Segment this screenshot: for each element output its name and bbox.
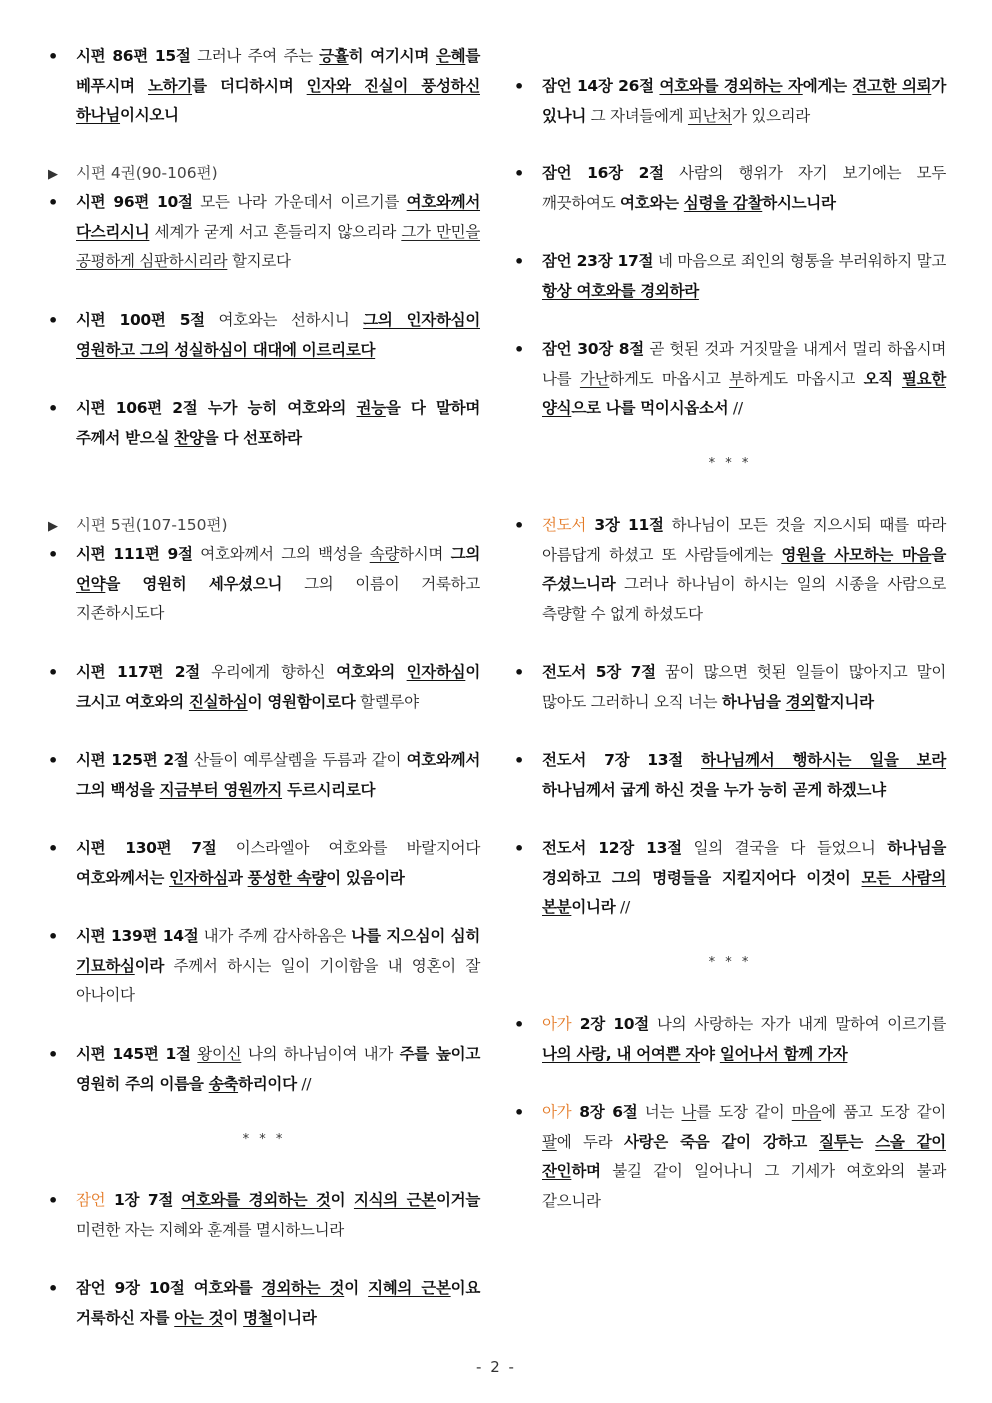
bullet: • [48, 839, 59, 858]
bullet: • [514, 77, 525, 96]
verse-text: 시편 111편 9절 여호와께서 그의 백성을 속량하시며 그의 언약을 영원히 세우셨으니 그의 이름이 거룩하고 지존하시도다 [76, 545, 480, 622]
section-header-psalms-book-4: ▶ 시편 4권(90-106편) [48, 159, 480, 190]
verse-psalm-100-5 [48, 306, 480, 365]
verse-proverbs-14-26 [514, 72, 946, 131]
book-name: 아가 [542, 1015, 572, 1033]
verse-song-of-songs-8-6 [514, 1098, 946, 1216]
bullet: • [48, 399, 59, 418]
section-divider: * * * [708, 456, 752, 471]
bullet: • [514, 751, 525, 770]
verse-text: 잠언 16장 2절 사람의 행위가 자기 보기에는 모두 깨끗하여도 여호와는 심령을 감찰하시느니라 [542, 164, 946, 212]
verse-ecclesiastes-5-7 [514, 658, 946, 717]
bullet: • [48, 663, 59, 682]
section-divider: * * * [708, 955, 752, 970]
verse-text: 시편 130편 7절 이스라엘아 여호와를 바랄지어다 여호와께서는 인자하심과 풍성한 속량이 있음이라 [76, 839, 480, 887]
section-header-psalms-book-5: ▶ 시편 5권(107-150편) [48, 511, 480, 542]
verse-proverbs-9-10 [48, 1274, 480, 1333]
section-divider: * * * [242, 1132, 286, 1147]
verse-ecclesiastes-12-13 [514, 834, 946, 923]
bullet: • [514, 252, 525, 271]
verse-text: 시편 117편 2절 우리에게 향하신 여호와의 인자하심이 크시고 여호와의 진실하심이 영원함이로다 할렐루야 [76, 663, 481, 711]
verse-text: 잠언 9장 10절 여호와를 경외하는 것이 지혜의 근본이요 거룩하신 자를 아는 것이 명철이니라 [76, 1279, 480, 1327]
verse-psalm-145-1 [48, 1040, 480, 1099]
verse-text: 시편 100편 5절 여호와는 선하시니 그의 인자하심이 영원하고 그의 성실하심이 대대에 이르리로다 [76, 311, 480, 359]
book-name: 전도서 [542, 516, 587, 534]
verse-psalm-96-10 [48, 188, 480, 277]
verse-psalm-125-2 [48, 746, 480, 805]
book-name: 잠언 [76, 1191, 106, 1209]
verse-proverbs-16-2 [514, 159, 946, 218]
verse-text: 시편 125편 2절 산들이 예루살렘을 두름과 같이 여호와께서 그의 백성을 지금부터 영원까지 두르시리로다 [76, 751, 480, 799]
bullet: • [514, 1103, 525, 1122]
bullet: • [48, 1045, 59, 1064]
triangle-right-icon: ▶ [48, 519, 58, 534]
verse-text: 전도서 5장 7절 꿈이 많으면 헛된 일들이 많아지고 말이 많아도 그러하니 오직 너는 하나님을 경외할지니라 [542, 663, 946, 711]
verse-psalm-117-2 [48, 658, 480, 717]
bullet: • [48, 545, 59, 564]
book-name: 아가 [542, 1103, 572, 1121]
verse-text: 잠언 23장 17절 네 마음으로 죄인의 형통을 부러워하지 말고 항상 여호와를 경외하라 [542, 252, 946, 300]
verse-text: 아가 2장 10절 나의 사랑하는 자가 내게 말하여 이르기를 나의 사랑, 내 어여쁜 자야 일어나서 함께 가자 [542, 1015, 946, 1063]
bullet: • [48, 193, 59, 212]
verse-psalm-139-14 [48, 922, 480, 1011]
bullet: • [48, 47, 59, 66]
verse-text: 잠언 1장 7절 여호와를 경외하는 것이 지식의 근본이거늘 미련한 자는 지혜와 훈계를 멸시하느니라 [76, 1191, 480, 1239]
bullet: • [514, 1015, 525, 1034]
verse-text: 잠언 30장 8절 곧 헛된 것과 거짓말을 내게서 멀리 하옵시며 나를 가난하게도 마옵시고 부하게도 마옵시고 오직 필요한 양식으로 나를 먹이시옵소서 // [542, 340, 947, 417]
bullet: • [514, 164, 525, 183]
verse-ecclesiastes-7-13 [514, 746, 946, 805]
verse-text: 시편 145편 1절 왕이신 나의 하나님이여 내가 주를 높이고 영원히 주의 이름을 송축하리이다 // [76, 1045, 480, 1093]
verse-proverbs-30-8 [514, 335, 946, 424]
verse-proverbs-1-7 [48, 1186, 480, 1245]
bullet: • [514, 340, 525, 359]
bullet: • [48, 1279, 59, 1298]
bullet: • [48, 1191, 59, 1210]
verse-psalm-130-7 [48, 834, 480, 893]
verse-text: 시편 96편 10절 모든 나라 가운데서 이르기를 여호와께서 다스리시니 세계가 굳게 서고 흔들리지 않으리라 그가 만민을 공평하게 심판하시리라 할지로다 [76, 193, 481, 270]
verse-text: 전도서 12장 13절 일의 결국을 다 들었으니 하나님을 경외하고 그의 명령들을 지킬지어다 이것이 모든 사람의 본분이니라 // [542, 839, 946, 916]
bullet: • [48, 311, 59, 330]
verse-song-of-songs-2-10 [514, 1010, 946, 1069]
bullet: • [514, 663, 525, 682]
bullet: • [48, 751, 59, 770]
verse-proverbs-23-17 [514, 247, 946, 306]
verse-text: 전도서 3장 11절 하나님이 모든 것을 지으시되 때를 따라 아름답게 하셨고 또 사람들에게는 영원을 사모하는 마음을 주셨느니라 그러나 하나님이 하시는 일의 시종을 사람으로 측량할 수 없게 하셨도다 [542, 516, 946, 623]
verse-text: 잠언 14장 26절 여호와를 경외하는 자에게는 견고한 의뢰가 있나니 그 자녀들에게 피난처가 있으리라 [542, 77, 946, 125]
verse-ecclesiastes-3-11 [514, 511, 946, 629]
verse-text: 시편 86편 15절 그러나 주여 주는 긍휼히 여기시며 은혜를 베푸시며 노하기를 더디하시며 인자와 진실이 풍성하신 하나님이시오니 [76, 47, 481, 124]
verse-text: 전도서 7장 13절 하나님께서 행하시는 일을 보라 하나님께서 굽게 하신 것을 누가 능히 곧게 하겠느냐 [542, 751, 946, 799]
verse-text: 아가 8장 6절 너는 나를 도장 같이 마음에 품고 도장 같이 팔에 두라 사랑은 죽음 같이 강하고 질투는 스올 같이 잔인하며 불길 같이 일어나니 그 기세가 여호와의 불과 같으니라 [542, 1103, 947, 1210]
verse-psalm-86-15 [48, 42, 480, 131]
bullet: • [514, 516, 525, 535]
triangle-right-icon: ▶ [48, 167, 58, 182]
verse-text: 시편 139편 14절 내가 주께 감사하옴은 나를 지으심이 심히 기묘하심이라 주께서 하시는 일이 기이함을 내 영혼이 잘 아나이다 [76, 927, 481, 1004]
bullet: • [514, 839, 525, 858]
verse-text: 시편 106편 2절 누가 능히 여호와의 권능을 다 말하며 주께서 받으실 찬양을 다 선포하라 [76, 399, 481, 447]
page-number: - 2 - [476, 1358, 516, 1376]
bullet: • [48, 927, 59, 946]
verse-psalm-106-2 [48, 394, 480, 453]
verse-psalm-111-9 [48, 540, 480, 629]
